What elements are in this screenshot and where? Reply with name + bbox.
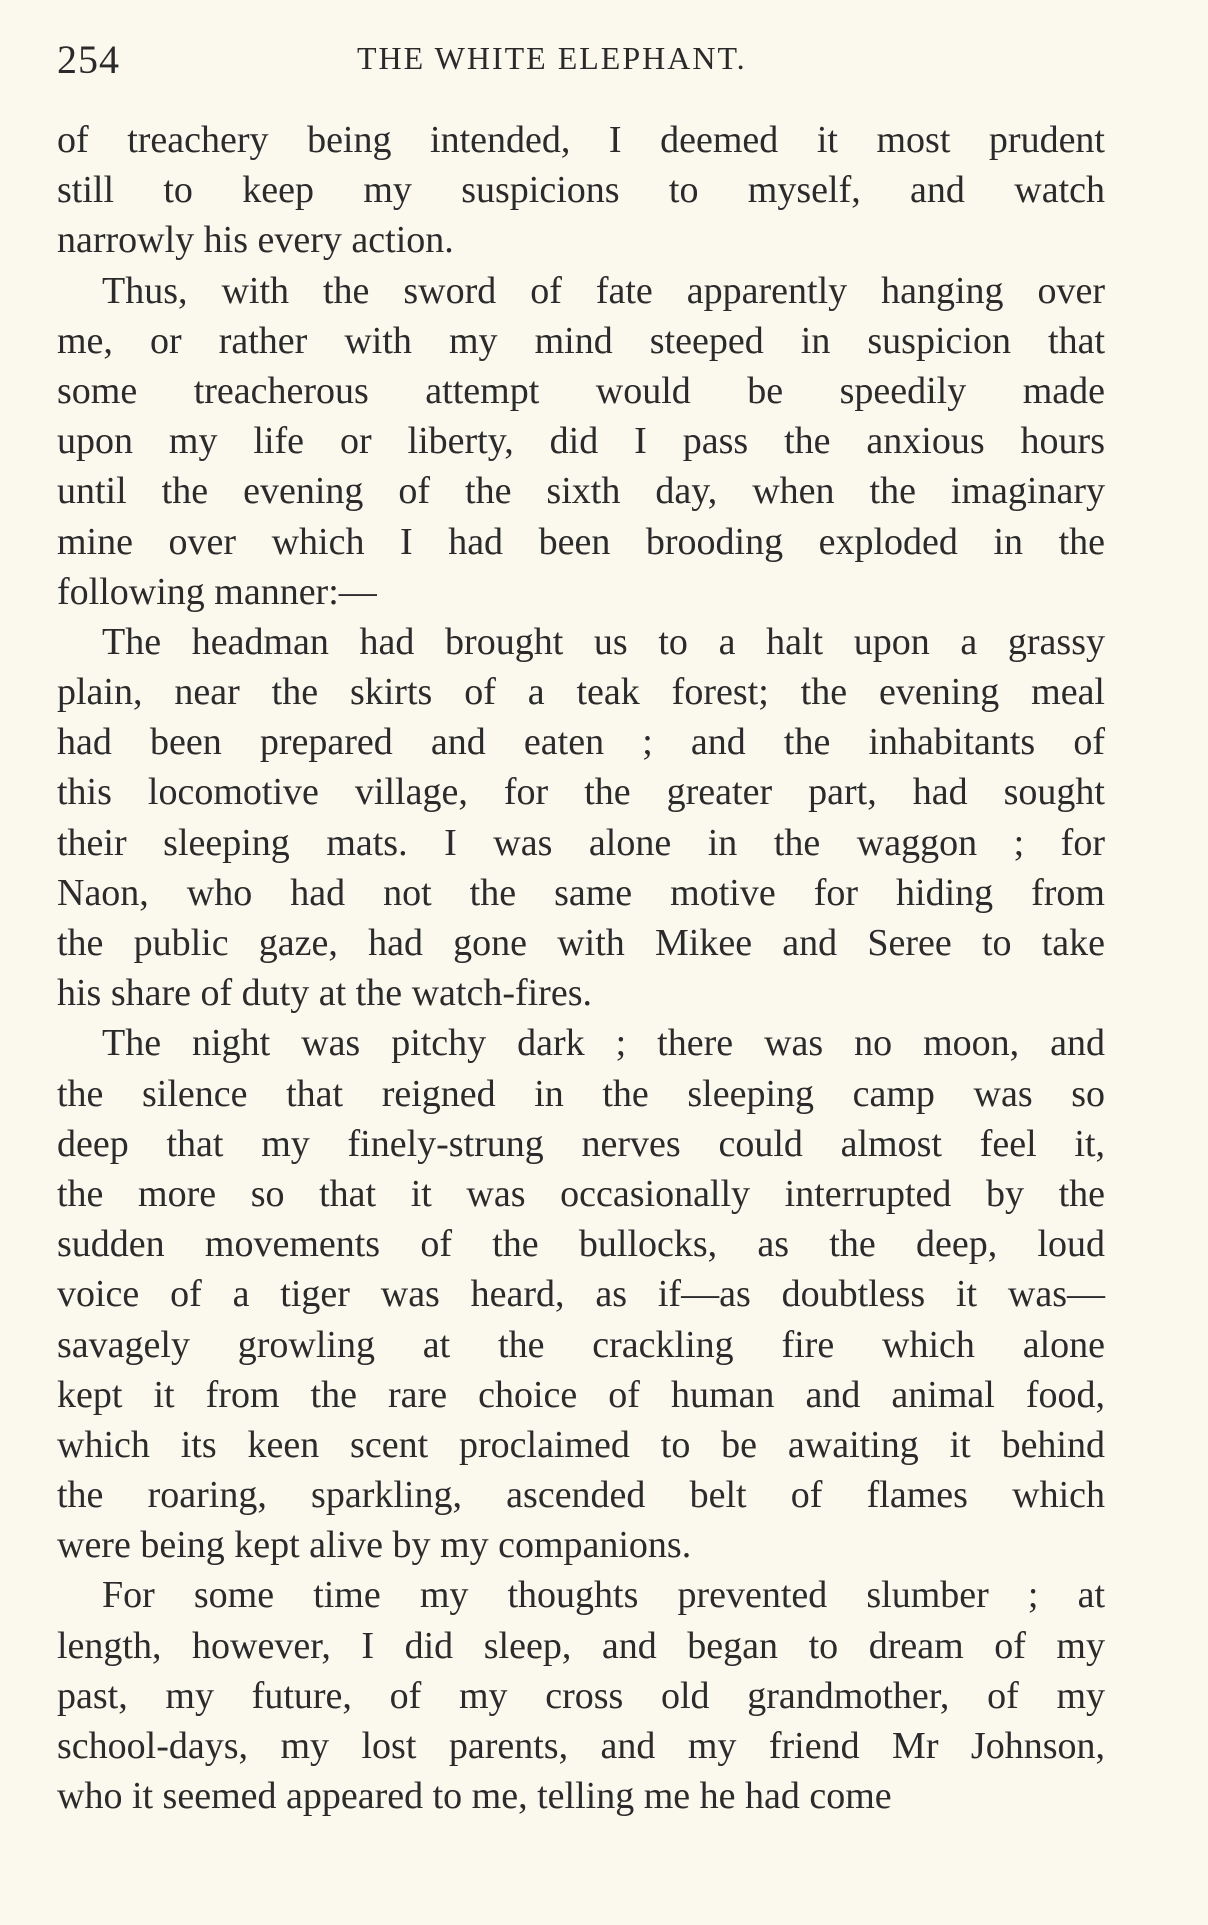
body-text	[57, 115, 1105, 1821]
text-line: were being kept alive by my companions.	[57, 1524, 692, 1567]
text-line: voice of a tiger was heard, as if—as doubtless it was—	[57, 1273, 1105, 1316]
text-line: sudden movements of the bullocks, as the deep, loud	[57, 1223, 1105, 1266]
text-line: mine over which I had been brooding exploded in the	[57, 520, 1105, 563]
text-line: kept it from the rare choice of human and animal food,	[57, 1373, 1105, 1416]
page-header	[57, 30, 1107, 90]
text-line: me, or rather with my mind steeped in suspicion that	[57, 319, 1105, 362]
text-line: still to keep my suspicions to myself, and watch	[57, 169, 1105, 212]
paragraph	[57, 1018, 1105, 1570]
text-line: savagely growling at the crackling fire which alone	[57, 1323, 1105, 1366]
text-line: until the evening of the sixth day, when the imaginary	[57, 470, 1105, 513]
text-line: which its keen scent proclaimed to be awaiting it behind	[57, 1423, 1105, 1466]
paragraph	[57, 617, 1105, 1019]
text-line: The headman had brought us to a halt upon a grassy	[102, 620, 1105, 663]
text-line: deep that my finely-strung nerves could almost feel it,	[57, 1122, 1105, 1165]
paragraph	[57, 266, 1105, 617]
text-line: plain, near the skirts of a teak forest; the evening meal	[57, 671, 1105, 714]
text-line: the silence that reigned in the sleeping camp was so	[57, 1072, 1105, 1115]
text-line: who it seemed appeared to me, telling me he had come	[57, 1775, 892, 1818]
text-line: upon my life or liberty, did I pass the anxious hours	[57, 420, 1105, 463]
text-line: the roaring, sparkling, ascended belt of flames which	[57, 1474, 1105, 1517]
text-line: past, my future, of my cross old grandmother, of my	[57, 1674, 1105, 1717]
text-line: this locomotive village, for the greater part, had sought	[57, 771, 1105, 814]
text-line: the public gaze, had gone with Mikee and Seree to take	[57, 922, 1105, 964]
text-line: For some time my thoughts prevented slumber ; at	[102, 1574, 1105, 1617]
running-title: THE WHITE ELEPHANT.	[357, 40, 747, 76]
text-line: following manner:—	[57, 570, 377, 613]
text-line: narrowly his every action.	[57, 219, 454, 262]
page-number: 254	[57, 37, 120, 82]
text-line: of treachery being intended, I deemed it most prudent	[57, 119, 1105, 161]
text-line: the more so that it was occasionally interrupted by the	[57, 1172, 1105, 1215]
text-line: Naon, who had not the same motive for hiding from	[57, 871, 1105, 914]
text-line: had been prepared and eaten ; and the inhabitants of	[57, 721, 1105, 764]
text-line: his share of duty at the watch-fires.	[57, 972, 592, 1015]
paragraph	[57, 1570, 1105, 1821]
text-line: their sleeping mats. I was alone in the waggon ; for	[57, 821, 1105, 864]
paragraph	[57, 115, 1105, 266]
text-line: length, however, I did sleep, and began to dream of my	[57, 1624, 1105, 1667]
text-line: school-days, my lost parents, and my friend Mr Johnson,	[57, 1725, 1105, 1767]
text-line: some treacherous attempt would be speedily made	[57, 369, 1105, 412]
text-line: The night was pitchy dark ; there was no moon, and	[102, 1022, 1105, 1065]
text-line: Thus, with the sword of fate apparently hanging over	[102, 269, 1105, 312]
